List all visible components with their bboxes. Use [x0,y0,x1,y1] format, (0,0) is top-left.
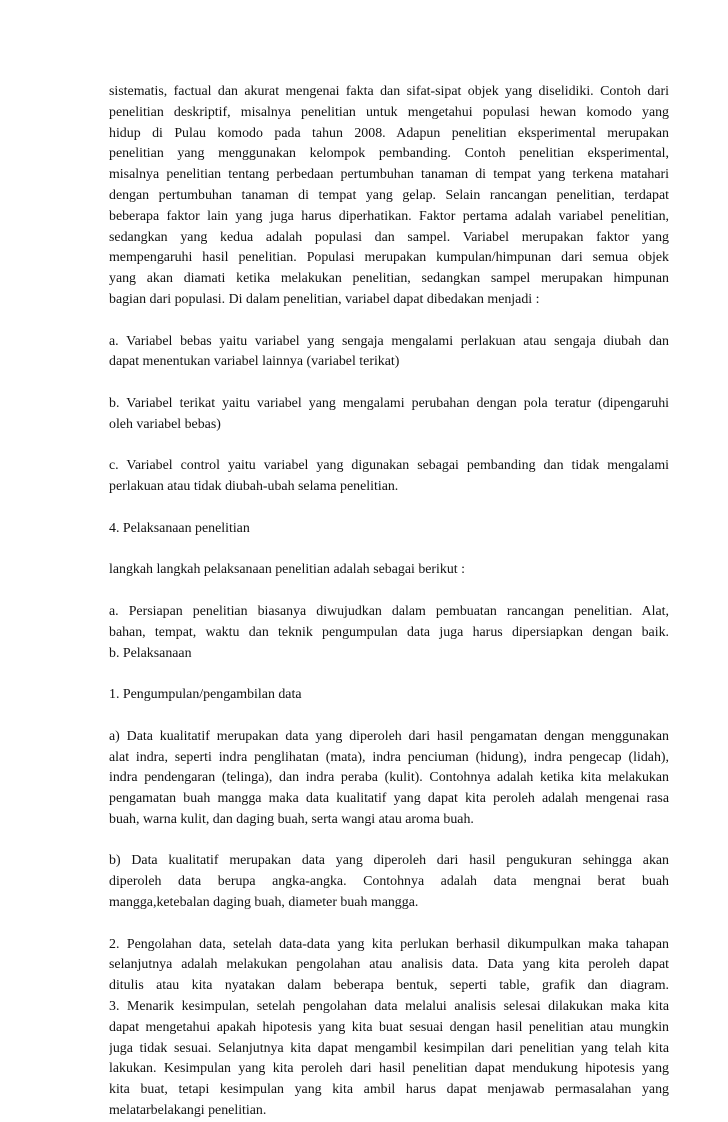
document-page [109,82,669,1122]
text-line: b. Pelaksanaan [109,645,192,661]
paragraph-processing-conclusion [109,935,669,1122]
text-line: oleh variabel bebas) [109,416,221,432]
section-heading [109,519,669,540]
text-line: bahan, tempat, waktu dan teknik pengumpulan data juga harus dipersiapkan dengan baik. [109,624,669,640]
text-line: ditulis atau kita nyatakan dalam beberapa bentuk, seperti table, grafik dan diagram. [109,978,669,994]
text-line: lakukan. Kesimpulan yang kita peroleh dari hasil penelitian dapat mendukung hipotesis yang [109,1061,669,1077]
text-line: dengan pertumbuhan tanaman di tempat yang gelap. Selain rancangan penelitian, terdapat [109,187,669,203]
text-line: b) Data kualitatif merupakan data yang diperoleh dari hasil pengukuran sehingga akan [109,853,669,869]
text-line: selanjutnya adalah melakukan pengolahan atau analisis data. Data yang kita peroleh dapat [109,957,669,973]
text-line: c. Variabel control yaitu variabel yang digunakan sebagai pembanding dan tidak mengalami [109,458,669,474]
text-line: juga tidak sesuai. Selanjutnya kita dapat mengambil kesimpilan dari penelitian yang telah kita [109,1040,669,1056]
text-line: 2. Pengolahan data, setelah data-data yang kita perlukan berhasil dikumpulkan maka tahapan [109,936,669,952]
text-line: hidup di Pulau komodo pada tahun 2008. Adapun penelitian eksperimental merupakan [109,125,669,141]
text-line: a. Variabel bebas yaitu variabel yang sengaja mengalami perlakuan atau sengaja diubah dan [109,333,669,349]
text-line: yang akan diamati ketika melakukan penelitian, sedangkan sampel merupakan himpunan [109,271,669,287]
text-line: penelitian deskriptif, misalnya penelitian untuk mengetahui populasi hewan komodo yang [109,104,669,120]
text-line: diperoleh data berupa angka-angka. Contohnya adalah data mengnai berat buah [109,874,669,890]
paragraph-variable-b [109,394,669,436]
text-line: pengamatan buah mangga maka data kualitatif yang dapat kita peroleh adalah mengenai rasa [109,791,669,807]
text-line: a) Data kualitatif merupakan data yang diperoleh dari hasil pengamatan dengan menggunakan [109,728,669,744]
text-line: buah, warna kulit, dan daging buah, serta wangi atau aroma buah. [109,811,474,827]
text-line: 3. Menarik kesimpulan, setelah pengolahan data melalui analisis selesai dilakukan maka kita [109,999,669,1015]
text-line: a. Persiapan penelitian biasanya diwujudkan dalam pembuatan rancangan penelitian. Alat, [109,603,669,619]
text-line: mangga,ketebalan daging buah, diameter buah mangga. [109,895,419,911]
text-line: kita buat, tetapi kesimpulan yang kita ambil harus dapat menjawab permasalahan yang [109,1082,669,1098]
paragraph-quantitative-data [109,851,669,913]
text-line: mempengaruhi hasil penelitian. Populasi merupakan kumpulan/himpunan dari semua objek [109,250,669,266]
text-line: sedangkan yang kedua adalah populasi dan sampel. Variabel merupakan faktor yang [109,229,669,245]
text-line: bagian dari populasi. Di dalam penelitian, variabel dapat dibedakan menjadi : [109,291,540,307]
text-line: misalnya penelitian tentang perbedaan pertumbuhan tanaman di tempat yang terkena matahari [109,167,669,183]
text-line: alat indra, seperti indra penglihatan (mata), indra penciuman (hidung), indra pengecap (lidah), [109,749,669,765]
text-line: melatarbelakangi penelitian. [109,1103,267,1119]
text-line: b. Variabel terikat yaitu variabel yang mengalami perubahan dengan pola teratur (dipengaruhi [109,395,669,411]
text-line: dapat menentukan variabel lainnya (variabel terikat) [109,354,400,370]
paragraph-variable-c [109,456,669,498]
text-line: langkah langkah pelaksanaan penelitian adalah sebagai berikut : [109,562,465,578]
text-line: perlakuan atau tidak diubah-ubah selama penelitian. [109,479,399,495]
text-line: beberapa faktor lain yang juga harus diperhatikan. Faktor pertama adalah variabel penelitian, [109,208,669,224]
paragraph-variable-a [109,332,669,374]
paragraph-research-design [109,82,669,311]
text-line: indra pendengaran (telinga), dan indra peraba (kulit). Contohnya adalah ketika kita melakukan [109,770,669,786]
paragraph-preparation [109,602,669,664]
text-line: penelitian yang menggunakan kelompok pembanding. Contoh penelitian eksperimental, [109,146,669,162]
text-line: 1. Pengumpulan/pengambilan data [109,687,302,703]
text-line: sistematis, factual dan akurat mengenai fakta dan sifat-sipat objek yang diselidiki. Contoh dari [109,84,669,99]
text-line: 4. Pelaksanaan penelitian [109,520,250,536]
subsection-heading [109,685,669,706]
text-line: dapat mengetahui apakah hipotesis yang kita buat sesuai dengan hasil penelitian atau mungkin [109,1019,669,1035]
paragraph-steps-intro [109,560,669,581]
paragraph-qualitative-data [109,727,669,831]
